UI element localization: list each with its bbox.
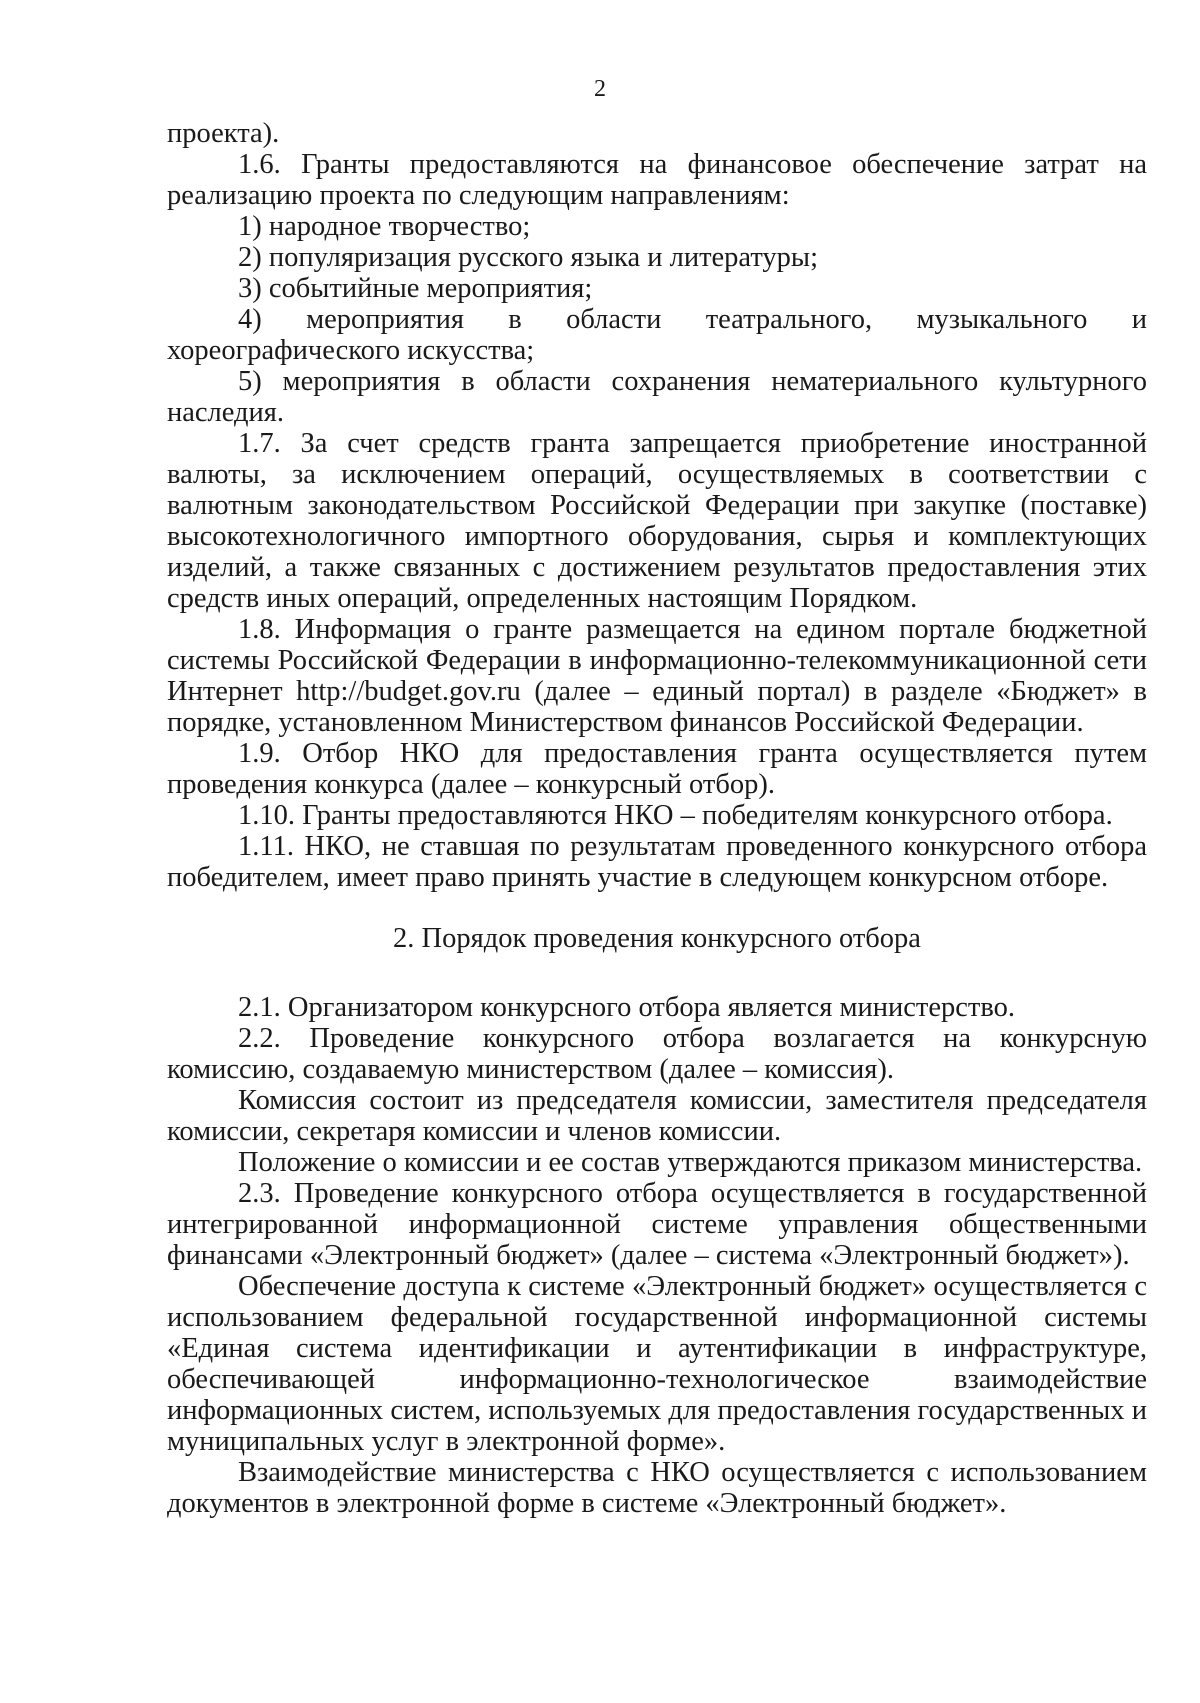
paragraph-1-7: 1.7. За счет средств гранта запрещается приобретение иностранной валюты, за исключением операций, осуществляемых в соответствии с валютным законодательством Российской Федерации при закупке (поставке) высокотехнологичного импортного оборудования, сырья и комплектующих изделий, а также связанных с достижением результатов предоставления этих средств иных операций, определенных настоящим Порядком.: [167, 428, 1147, 614]
document-body: [167, 118, 1147, 1519]
paragraph-1-11: 1.11. НКО, не ставшая по результатам проведенного конкурсного отбора победителем, имеет право принять участие в следующем конкурсном отборе.: [167, 831, 1147, 893]
list-item-1: 1) народное творчество;: [238, 211, 531, 242]
list-item-5: 5) мероприятия в области сохранения нематериального культурного наследия.: [167, 366, 1147, 428]
paragraph-1-6: 1.6. Гранты предоставляются на финансовое обеспечение затрат на реализацию проекта по следующим направлениям:: [167, 149, 1147, 211]
paragraph-1-10: 1.10. Гранты предоставляются НКО – победителям конкурсного отбора.: [238, 800, 1113, 831]
paragraph-commission-composition: Комиссия состоит из председателя комиссии, заместителя председателя комиссии, секретаря комиссии и членов комиссии.: [167, 1085, 1147, 1147]
section-2-heading: 2. Порядок проведения конкурсного отбора: [393, 923, 921, 954]
paragraph-2-2: 2.2. Проведение конкурсного отбора возлагается на конкурсную комиссию, создаваемую министерством (далее – комиссия).: [167, 1023, 1147, 1085]
paragraph-interaction: Взаимодействие министерства с НКО осуществляется с использованием документов в электронной форме в системе «Электронный бюджет».: [167, 1457, 1147, 1519]
paragraph-continuation: проекта).: [167, 118, 280, 149]
paragraph-1-8: 1.8. Информация о гранте размещается на едином портале бюджетной системы Российской Федерации в информационно-телекоммуникационной сети Интернет http://budget.gov.ru (далее – единый портал) в разделе «Бюджет» в порядке, установленном Министерством финансов Российской Федерации.: [167, 614, 1147, 738]
paragraph-system-access: Обеспечение доступа к системе «Электронный бюджет» осуществляется с использованием федеральной государственной информационной системы «Единая система идентификации и аутентификации в инфраструктуре, обеспечивающей информационно-технологическое взаимодействие информационных систем, используемых для предоставления государственных и муниципальных услуг в электронной форме».: [167, 1271, 1147, 1457]
paragraph-2-1: 2.1. Организатором конкурсного отбора является министерство.: [238, 992, 1016, 1023]
paragraph-2-3: 2.3. Проведение конкурсного отбора осуществляется в государственной интегрированной информационной системе управления общественными финансами «Электронный бюджет» (далее – система «Электронный бюджет»).: [167, 1178, 1147, 1271]
list-item-4: 4) мероприятия в области театрального, музыкального и хореографического искусства;: [167, 304, 1147, 366]
list-item-2: 2) популяризация русского языка и литературы;: [238, 242, 818, 273]
paragraph-1-9: 1.9. Отбор НКО для предоставления гранта осуществляется путем проведения конкурса (далее – конкурсный отбор).: [167, 738, 1147, 800]
paragraph-commission-regulation: Положение о комиссии и ее состав утверждаются приказом министерства.: [238, 1147, 1143, 1178]
list-item-3: 3) событийные мероприятия;: [238, 273, 593, 304]
page-number: 2: [594, 76, 606, 102]
